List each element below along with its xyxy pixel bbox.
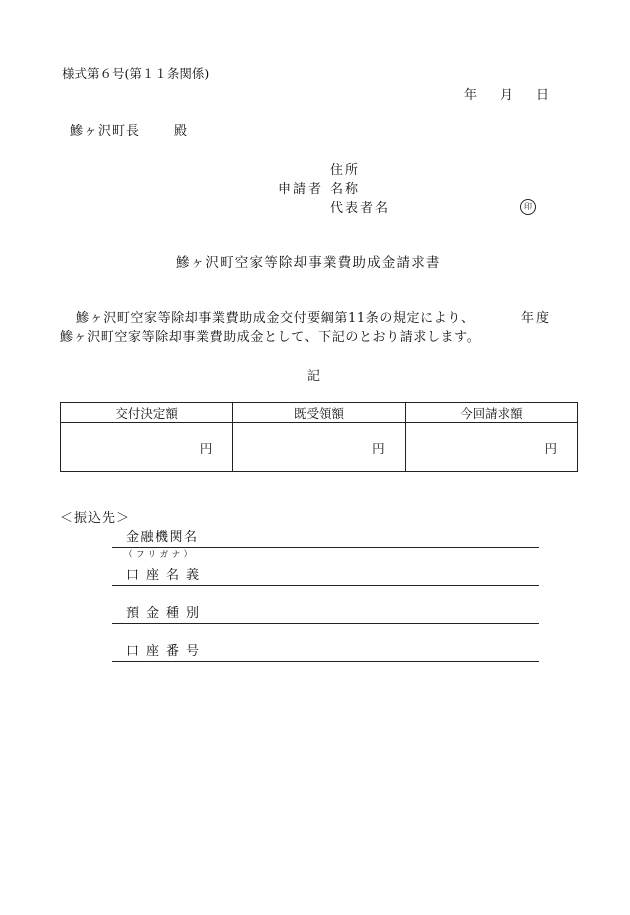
requested-amount-field[interactable] [405,423,577,472]
amount-table [60,402,578,472]
amount-table-header-row [61,403,578,423]
ki-heading: 記 [307,369,321,384]
yen-unit: 円 [199,441,213,456]
yen-unit: 円 [372,441,385,456]
body-text-line-1: 鰺ヶ沢町空家等除却事業費助成金交付要綱第11条の規定により、 [76,311,475,326]
bank-name-label: 金融機関名 [126,530,199,545]
address-label: 住所 [330,163,361,178]
received-amount-field[interactable] [233,423,405,472]
header-requested-amount: 今回請求額 [405,403,577,423]
representative-label: 代表者名 [330,201,391,216]
furigana-label: （フリガナ） [124,550,196,560]
name-label: 名称 [330,182,361,197]
body-text-fiscal-year: 年度 [521,311,552,326]
seal-icon: 印 [520,199,536,215]
header-granted-amount: 交付決定額 [61,403,233,423]
form-number: 様式第６号(第１１条関係) [62,66,210,81]
body-text-line-2: 鰺ヶ沢町空家等除却事業費助成金として、下記のとおり請求します。 [60,330,481,345]
applicant-label: 申請者 [278,182,324,197]
account-name-label: 口座名義 [126,568,207,583]
date-year-label: 年 [464,88,478,103]
account-name-field[interactable] [112,566,539,586]
account-number-label: 口座番号 [126,644,207,659]
bank-name-field[interactable] [112,530,539,548]
date-month-label: 月 [500,88,514,103]
account-number-field[interactable] [112,642,539,662]
bank-heading: ＜振込先＞ [60,511,131,526]
deposit-type-field[interactable] [112,604,539,624]
yen-unit: 円 [544,441,557,456]
amount-table-value-row [61,423,578,472]
header-received-amount: 既受領額 [233,403,405,423]
addressee-name: 鰺ヶ沢町長 [70,124,141,139]
date-day-label: 日 [536,88,550,103]
document-title: 鰺ヶ沢町空家等除却事業費助成金請求書 [176,255,441,271]
granted-amount-field[interactable] [61,423,233,472]
deposit-type-label: 預金種別 [126,606,207,621]
addressee-honorific: 殿 [174,124,188,139]
